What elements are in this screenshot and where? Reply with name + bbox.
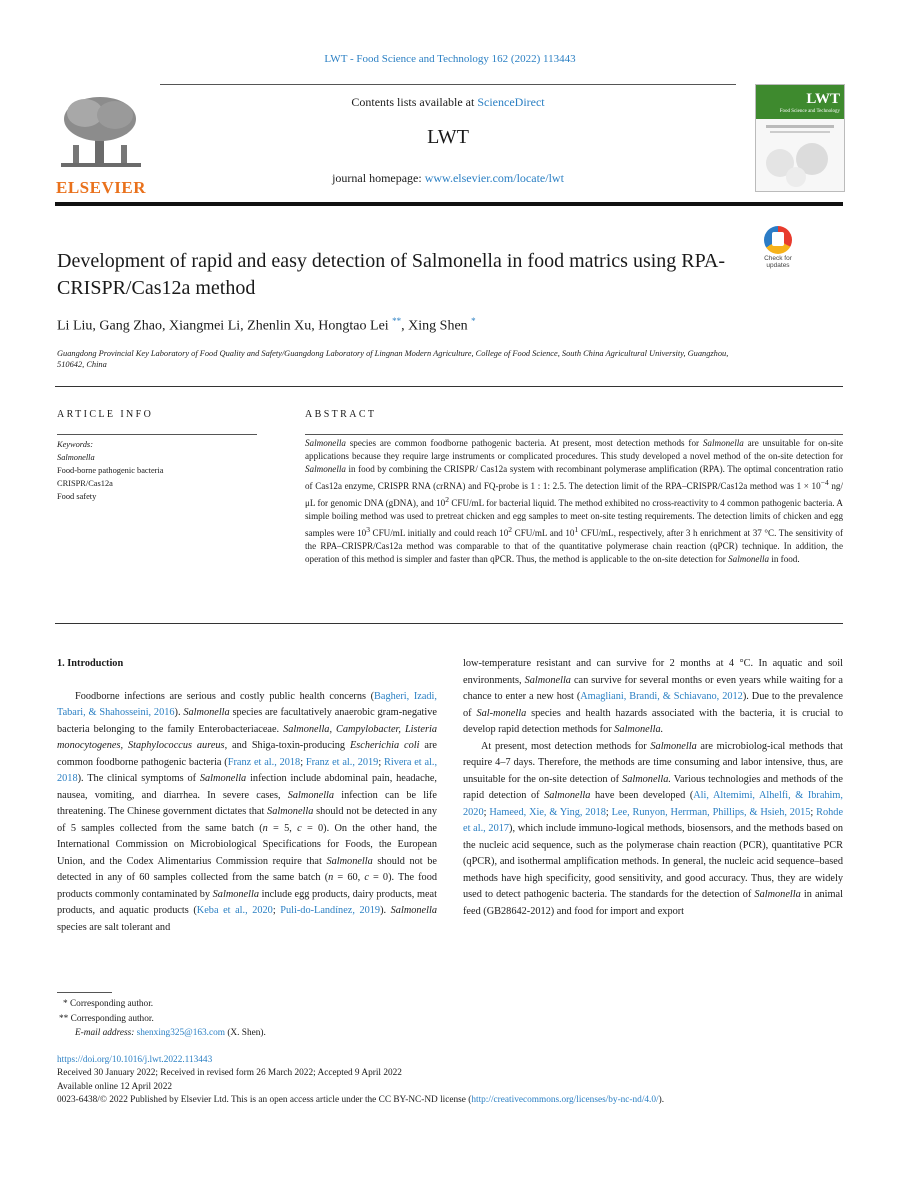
citation-link[interactable]: Rohde et al., 2017 (463, 806, 844, 834)
citation-link[interactable]: Lee, Runyon, Herrman, Phillips, & Hsieh, 2015 (611, 806, 811, 818)
homepage-line (160, 171, 736, 186)
received-dates: Received 30 January 2022; Received in revised form 26 March 2022; Accepted 9 April 2022 (57, 1068, 402, 1079)
contents-prefix: Contents lists available at (351, 95, 478, 109)
author-name[interactable]: Hongtao Lei (318, 318, 389, 334)
email-suffix: (X. Shen). (225, 1028, 266, 1038)
abstract-italic: Salmonella (305, 438, 346, 448)
tree-icon (55, 93, 147, 171)
abstract-sup: 2 (445, 495, 449, 505)
homepage-link[interactable]: www.elsevier.com/locate/lwt (424, 171, 564, 185)
elsevier-wordmark: ELSEVIER (56, 178, 146, 197)
abstract-sup: −4 (820, 478, 829, 488)
email-label: E-mail address: (75, 1028, 137, 1038)
email-line (57, 1026, 266, 1041)
abstract-sup: 2 (508, 525, 513, 535)
abstract-span: are unsuitable for on-site applications because they require large instruments or complicated procedures. This study developed a novel method of the on-site detection for (305, 438, 843, 462)
abstract-sup: 1 (574, 525, 579, 535)
header-divider (55, 202, 843, 206)
footnote-divider (57, 992, 112, 993)
author-name[interactable]: Xing Shen (408, 318, 468, 334)
elsevier-logo[interactable] (55, 93, 147, 197)
citation-link[interactable]: Bagheri, Izadi, Tabari, & Shahosseini, 2016 (57, 690, 437, 718)
divider (57, 434, 257, 435)
abstract-span: species are common foodborne pathogenic bacteria. At present, most detection methods for (345, 438, 703, 448)
abstract-text (305, 437, 843, 567)
abstract-italic: Salmonella (305, 464, 346, 475)
citation-link[interactable]: Hameed, Xie, & Ying, 2018 (489, 806, 606, 818)
author-name[interactable]: Zhenlin Xu (247, 318, 312, 334)
abstract-span: CFU/mL and 10 (512, 528, 575, 539)
article-footer (57, 1054, 847, 1107)
cover-title: LWT (806, 91, 840, 107)
citation-link[interactable]: Keba et al., 2020 (196, 905, 273, 916)
citation-link[interactable]: Franz et al., 2019 (305, 756, 379, 768)
badge-line2: updates (766, 262, 790, 269)
author-list: Li Liu, Gang Zhao, Xiangmei Li, Zhenlin Xu, Hongtao Lei **, Xing Shen * (57, 316, 476, 334)
citation-link[interactable]: Ali, Altemimi, Alhelfi, & Ibrahim, 2020 (463, 790, 843, 818)
abstract-sup: 3 (366, 525, 370, 535)
sciencedirect-link[interactable]: ScienceDirect (477, 95, 545, 109)
keyword: CRISPR/Cas12a (57, 479, 113, 488)
license-suffix: ). (658, 1094, 665, 1105)
homepage-prefix: journal homepage: (332, 171, 425, 185)
abstract-italic: Salmonella (728, 554, 770, 565)
abstract-span: in food. (769, 554, 800, 565)
updates-icon (764, 226, 792, 254)
keyword: Food-borne pathogenic bacteria (57, 466, 164, 475)
email-link[interactable]: shenxing325@163.com (136, 1028, 225, 1038)
citation-link[interactable]: Franz et al., 2018 (227, 756, 301, 768)
abstract-span: ng/μL for genomic DNA (gDNA), and 10 (305, 481, 843, 509)
author-name[interactable]: Li Liu (57, 318, 93, 334)
journal-cover[interactable] (755, 84, 845, 192)
divider (305, 434, 843, 435)
license-line (57, 1094, 847, 1107)
affiliation: Guangdong Provincial Key Laboratory of Food Quality and Safety/Guangdong Laboratory of Lingnan Modern Agriculture, College of Food Science, South China Agricultural University, Guangzhou, 510642, China (57, 349, 729, 369)
contents-line (160, 95, 736, 110)
running-head[interactable]: LWT - Food Science and Technology 162 (2022) 113443 (324, 53, 576, 65)
article-title: Development of rapid and easy detection of Salmonella in food matrics using RPA-CRISPR/Cas12a method (57, 250, 726, 299)
cover-art-icon (756, 119, 844, 191)
journal-header (160, 84, 736, 200)
abstract-span: CFU/mL for bacterial liquid. The method exhibited no cross-reactivity to 4 common pathogenic bacteria. A simple boiling method was used to pretreat chicken and egg samples to meet on-site testing requirements. The detection limits of chicken and egg samples were 10 (305, 498, 843, 539)
journal-name: LWT (427, 126, 469, 148)
online-date: Available online 12 April 2022 (57, 1081, 172, 1092)
intro-paragraph: Foodborne infections are serious and costly public health concerns (Bagheri, Izadi, Tabari, & Shahosseini, 2016). Salmonella species are facultatively anaerobic gram-negative bacteria belonging to the family Enterobacteriaceae. Salmonella, Campylobacter, Listeria monocytogenes, Staphylococcus aureus, and Shiga-toxin-producing Escherichia coli are common foodborne pathogenic bacteria (Franz et al., 2018; Franz et al., 2019; Rivera et al., 2018). The clinical symptoms of Salmonella infection include abdominal pain, headache, nausea, vomiting, and diarrhea. In severe cases, Salmonella infection can be life threatening. The Chinese government dictates that Salmonella should not be detected in any of 5 samples collected from the same batch (n = 5, c = 0). On the other hand, the International Commission on Microbiological Specifications for Foods, the European Union, and the Codex Alimentarius Commission require that Salmonella should not be detected in any of 60 samples collected from the same batch (n = 60, c = 0). The food products commonly contaminated by Salmonella include egg products, dairy products, meat products, and aquatic products (Keba et al., 2020; Puli-do-Landínez, 2019). Salmonella species are salt tolerant and (57, 690, 438, 933)
article-info-heading: ARTICLE INFO (57, 409, 154, 420)
cover-subtitle: Food Science and Technology (779, 109, 840, 114)
footnote: * Corresponding author. (63, 999, 154, 1009)
abstract-heading: ABSTRACT (305, 409, 377, 420)
keywords-label: Keywords: (57, 440, 93, 449)
citation-link[interactable]: Rivera et al., 2018 (57, 756, 438, 784)
license-link[interactable]: http://creativecommons.org/licenses/by-nc-nd/4.0/ (471, 1094, 659, 1105)
citation-link[interactable]: Amagliani, Brandi, & Schiavano, 2012 (580, 691, 743, 702)
badge-line1: Check for (764, 255, 792, 262)
abstract-span: CFU/mL, respectively, after 3 h enrichment at 37 °C. The sensitivity of the RPA–CRISPR/Cas12a method was comparable to that of the quantitative polymerase chain reaction (qPCR) technique. In addition, the operation of this method is simpler and faster than qPCR. Thus, the method is applicable to the on-site detection for (305, 528, 843, 565)
abstract-span: in food by combining the CRISPR/ Cas12a system with recombinant polymerase amplification (RPA). The optimal concentration ratio of Cas12a enzyme, CRISPR RNA (crRNA) and FQ-probe is 1 : 1: 2.5. The detection limit of the RPA–CRISPR/Cas12a method was 1 × 10 (305, 464, 843, 492)
author-name[interactable]: Xiangmei Li (168, 318, 241, 334)
intro-paragraph: low-temperature resistant and can survive for 2 months at 4 °C. In aquatic and soil environments, Salmonella can survive for several months or even years while waiting for a chance to enter a new host (Amagliani, Brandi, & Schiavano, 2012). Due to the prevalence of Sal-monella species and health hazards associated with the bacteria, it is crucial to develop rapid detection methods for Salmonella. (463, 658, 843, 735)
divider (55, 623, 843, 624)
keyword: Salmonella (57, 453, 95, 462)
footnote: ** Corresponding author. (59, 1013, 154, 1024)
section-heading: 1. Introduction (57, 658, 124, 669)
abstract-italic: Salmonella (702, 438, 744, 448)
author-name[interactable]: Gang Zhao (99, 318, 162, 334)
citation-link[interactable]: Puli-do-Landínez, 2019 (280, 905, 381, 916)
left-column (57, 656, 437, 936)
abstract-span: CFU/mL initially and could reach 10 (369, 528, 509, 539)
doi-link[interactable]: https://doi.org/10.1016/j.lwt.2022.113443 (57, 1055, 213, 1065)
keyword: Food safety (57, 492, 97, 501)
footnotes (57, 997, 266, 1041)
corresponding-mark[interactable]: ** (392, 316, 402, 326)
check-for-updates-badge[interactable] (757, 226, 799, 268)
corresponding-mark[interactable]: * (471, 316, 476, 326)
divider (55, 386, 843, 387)
keywords-block (57, 438, 164, 503)
right-column (463, 656, 843, 920)
intro-paragraph: At present, most detection methods for Salmonella are microbiolog-ical methods that require 4–7 days. Therefore, the methods are time consuming and labor intensive, thus, are unsuitable for the on-site detection of Salmonella. Various technologies and methods of the rapid detection of Salmonella have been developed (Ali, Altemimi, Alhelfi, & Ibrahim, 2020; Hameed, Xie, & Ying, 2018; Lee, Runyon, Herrman, Phillips, & Hsieh, 2015; Rohde et al., 2017), which include immuno-logical methods, biosensors, and the methods based on the nucleic acid sequence, such as the polymerase chain reaction (PCR), quantitative PCR (qPCR), and isothermal amplification methods. In general, the nucleic acid sequence–based methods have high specificity, good sensitivity, and good accuracy. Thus, they are widely used to detect pathogenic bacteria. The standards for the detection of Salmonella in animal feed (GB28642-2012) and food for import and export (463, 740, 844, 917)
license-prefix: 0023-6438/© 2022 Published by Elsevier Ltd. This is an open access article under the CC BY-NC-ND license ( (57, 1094, 472, 1105)
